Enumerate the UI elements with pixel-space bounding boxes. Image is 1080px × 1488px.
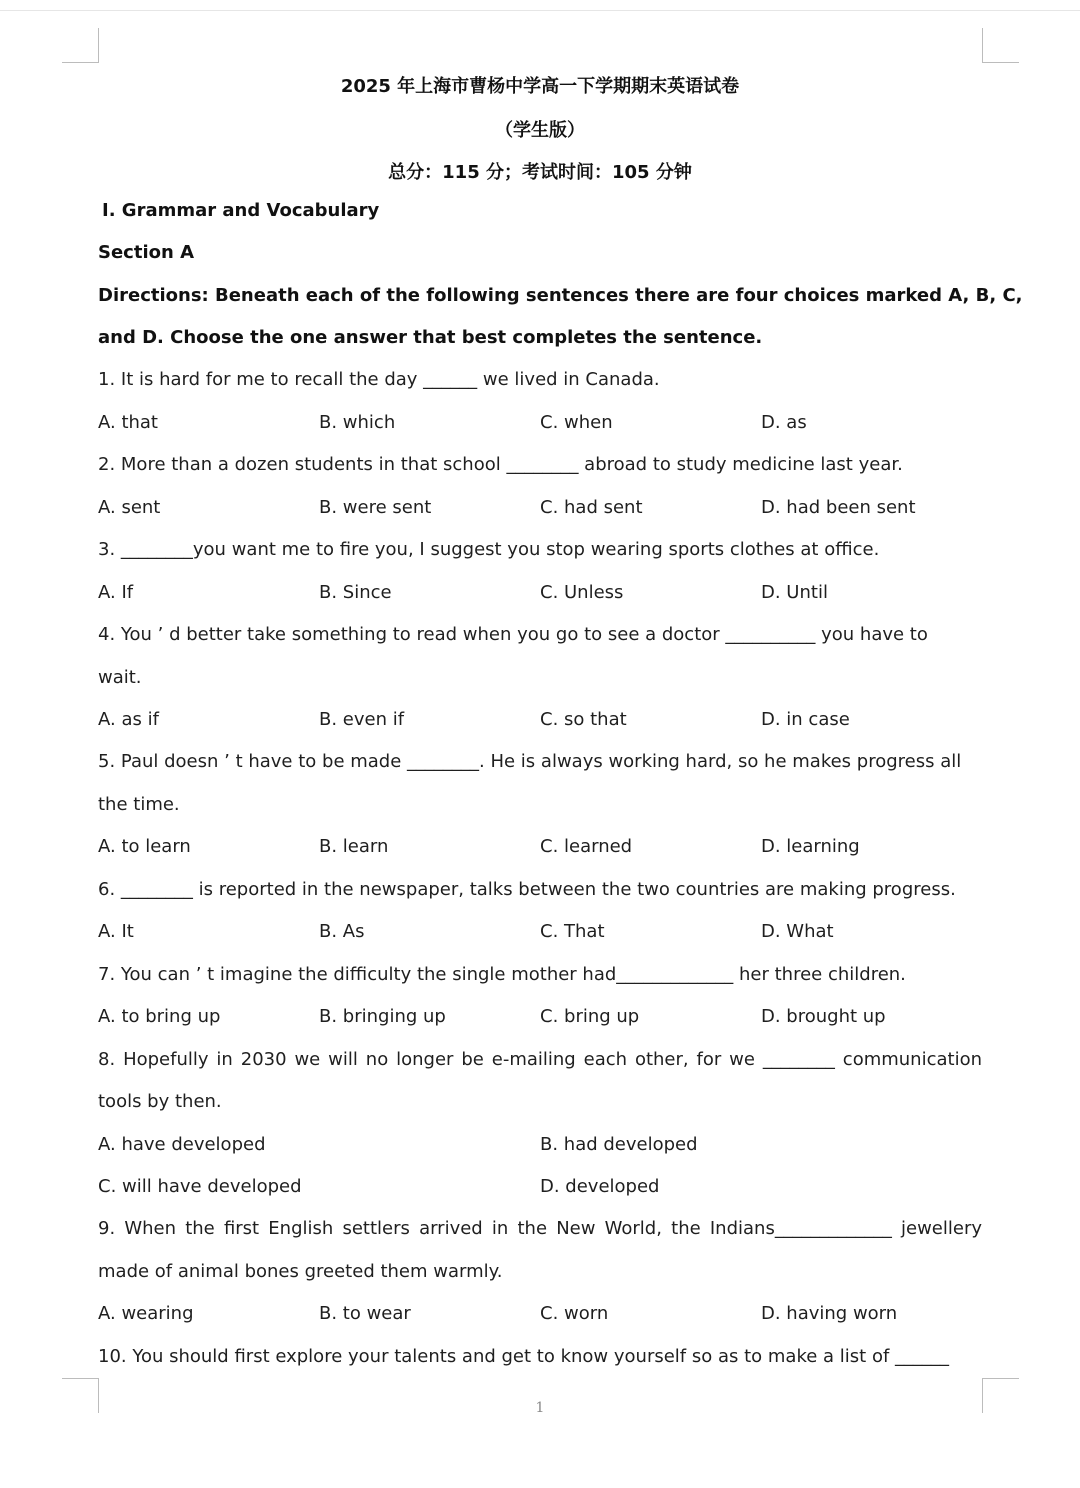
question-4-continued: wait. [98,667,142,688]
exam-subtitle: （学生版） [495,120,585,141]
q7-option-d: D. brought up [761,1006,886,1027]
q7-option-b: B. bringing up [319,1006,446,1027]
q2-option-b: B. were sent [319,497,432,518]
top-divider [0,10,1080,11]
directions-line-1: Directions: Beneath each of the following sentences there are four choices marked A, B, C, [98,285,1023,306]
part-heading: Ⅰ. Grammar and Vocabulary [102,200,380,221]
question-7: 7. You can ’ t imagine the difficulty the single mother had_____________ her three children. [98,964,906,985]
question-9: 9. When the first English settlers arrived in the New World, the Indians_____________ jewellery [98,1218,982,1239]
q8-option-a: A. have developed [98,1134,266,1155]
q8-option-d: D. developed [540,1176,660,1197]
question-3: 3. ________you want me to fire you, I suggest you stop wearing sports clothes at office. [98,539,880,560]
question-1: 1. It is hard for me to recall the day ______ we lived in Canada. [98,369,660,390]
q6-option-a: A. It [98,921,134,942]
directions-line-2: and D. Choose the one answer that best completes the sentence. [98,327,763,348]
q3-option-c: C. Unless [540,582,624,603]
q5-option-a: A. to learn [98,836,191,857]
q5-option-c: C. learned [540,836,633,857]
q5-option-d: D. learning [761,836,860,857]
q9-option-d: D. having worn [761,1303,898,1324]
q2-option-d: D. had been sent [761,497,916,518]
question-8-continued: tools by then. [98,1091,222,1112]
crop-mark-top-left [62,28,99,63]
crop-mark-top-right [982,28,1019,63]
q5-option-b: B. learn [319,836,389,857]
question-2: 2. More than a dozen students in that school ________ abroad to study medicine last year. [98,454,903,475]
q4-option-c: C. so that [540,709,627,730]
q7-option-c: C. bring up [540,1006,640,1027]
page-number: 1 [535,1400,545,1416]
question-5: 5. Paul doesn ’ t have to be made ________. He is always working hard, so he makes progress all [98,751,962,772]
q4-option-d: D. in case [761,709,850,730]
q9-option-b: B. to wear [319,1303,411,1324]
q8-option-b: B. had developed [540,1134,698,1155]
q1-option-a: A. that [98,412,158,433]
q1-option-b: B. which [319,412,396,433]
q3-option-b: B. Since [319,582,392,603]
q6-option-b: B. As [319,921,365,942]
question-4: 4. You ’ d better take something to read when you go to see a doctor __________ you have to [98,624,928,645]
question-6: 6. ________ is reported in the newspaper, talks between the two countries are making progress. [98,879,956,900]
exam-title: 2025 年上海市曹杨中学高一下学期期末英语试卷 [340,76,740,97]
q4-option-b: B. even if [319,709,405,730]
question-10: 10. You should first explore your talents and get to know yourself so as to make a list of ______ [98,1346,950,1367]
q6-option-d: D. What [761,921,834,942]
q3-option-a: A. If [98,582,134,603]
section-heading: Section A [98,242,194,263]
question-9-continued: made of animal bones greeted them warmly. [98,1261,503,1282]
q3-option-d: D. Until [761,582,828,603]
q8-option-c: C. will have developed [98,1176,302,1197]
q9-option-c: C. worn [540,1303,609,1324]
q4-option-a: A. as if [98,709,159,730]
q6-option-c: C. That [540,921,605,942]
q7-option-a: A. to bring up [98,1006,221,1027]
question-8: 8. Hopefully in 2030 we will no longer be e-mailing each other, for we ________ communication [98,1049,982,1070]
q2-option-a: A. sent [98,497,161,518]
q2-option-c: C. had sent [540,497,643,518]
score-time-line: 总分：115 分；考试时间：105 分钟 [388,162,692,183]
question-5-continued: the time. [98,794,180,815]
q1-option-c: C. when [540,412,613,433]
q9-option-a: A. wearing [98,1303,194,1324]
q1-option-d: D. as [761,412,807,433]
